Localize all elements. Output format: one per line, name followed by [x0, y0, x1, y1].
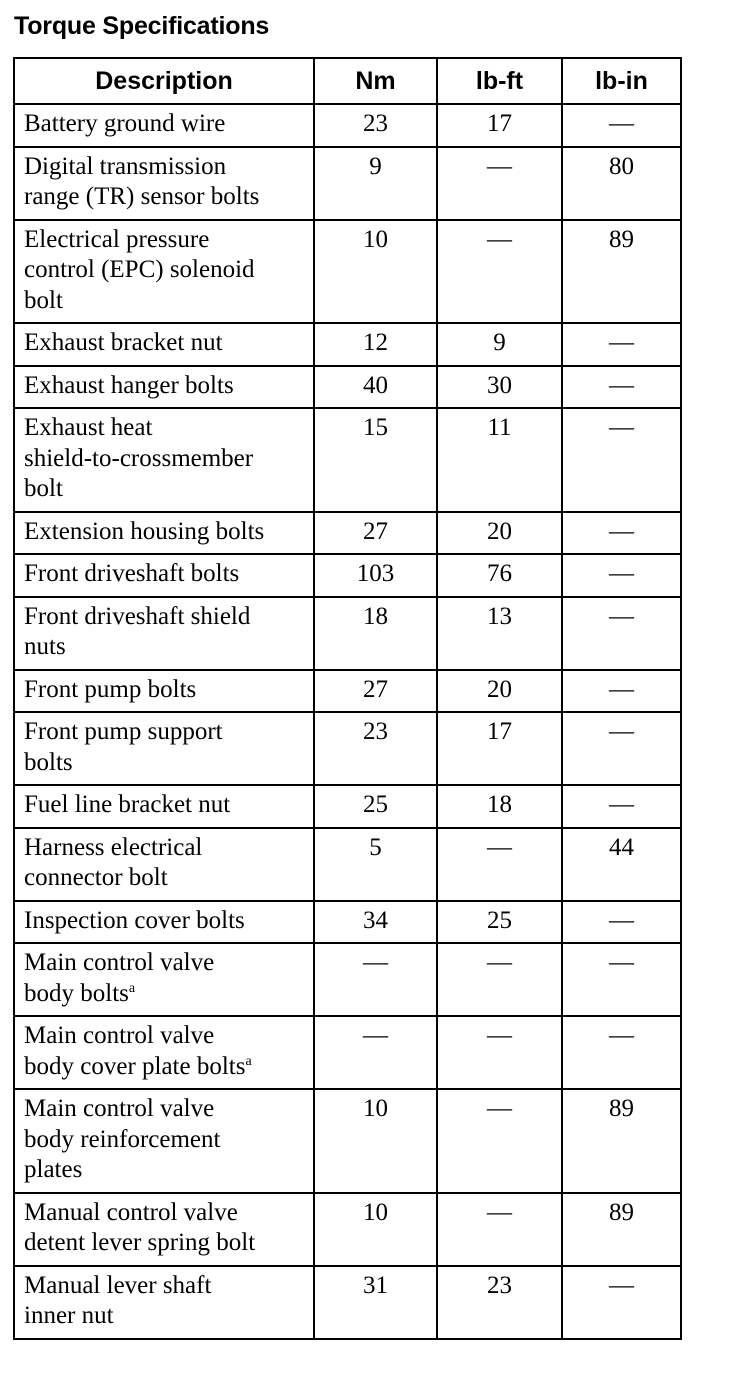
description-cell: [14, 147, 314, 220]
nm-cell: 18: [314, 597, 437, 670]
lb-ft-cell: 20: [437, 512, 562, 555]
description-cell: [14, 104, 314, 147]
lb-in-cell: —: [562, 408, 681, 512]
column-header-description: Description: [14, 58, 314, 104]
nm-cell: 27: [314, 512, 437, 555]
nm-cell: 25: [314, 785, 437, 828]
table-row: [14, 943, 681, 1016]
description-line: Extension housing bolts: [24, 517, 265, 545]
lb-ft-cell: 20: [437, 670, 562, 713]
nm-cell: 12: [314, 323, 437, 366]
description-line: shield-to-crossmember: [24, 444, 254, 472]
lb-ft-cell: —: [437, 220, 562, 324]
table-body: [14, 104, 681, 1339]
description-cell: [14, 408, 314, 512]
table-row: [14, 1266, 681, 1339]
lb-in-cell: —: [562, 1016, 681, 1089]
lb-in-cell: —: [562, 901, 681, 944]
description-cell: [14, 828, 314, 901]
table-row: [14, 512, 681, 555]
lb-in-cell: —: [562, 554, 681, 597]
lb-ft-cell: —: [437, 1193, 562, 1266]
lb-in-cell: 44: [562, 828, 681, 901]
description-cell: [14, 220, 314, 324]
table-row: [14, 1016, 681, 1089]
table-row: [14, 220, 681, 324]
nm-cell: 31: [314, 1266, 437, 1339]
lb-ft-cell: —: [437, 943, 562, 1016]
lb-ft-cell: 13: [437, 597, 562, 670]
nm-cell: 23: [314, 104, 437, 147]
nm-cell: 23: [314, 712, 437, 785]
description-line: Exhaust hanger bolts: [24, 371, 234, 399]
table-row: [14, 554, 681, 597]
table-row: [14, 597, 681, 670]
description-line: bolt: [24, 475, 63, 502]
description-cell: [14, 512, 314, 555]
description-line: Exhaust heat: [24, 414, 153, 441]
description-line: Battery ground wire: [24, 110, 226, 137]
lb-in-cell: —: [562, 785, 681, 828]
nm-cell: 34: [314, 901, 437, 944]
table-row: [14, 1089, 681, 1193]
lb-in-cell: —: [562, 670, 681, 713]
lb-ft-cell: 17: [437, 712, 562, 785]
description-line: Inspection cover bolts: [24, 906, 245, 934]
table-row: [14, 901, 681, 944]
description-line: bolt: [24, 286, 63, 314]
nm-cell: 40: [314, 366, 437, 409]
lb-in-cell: —: [562, 512, 681, 555]
description-line: body cover plate bolts: [24, 1052, 246, 1080]
table-header-row: [14, 58, 681, 104]
description-line: plates: [24, 1156, 83, 1183]
nm-cell: 10: [314, 1089, 437, 1193]
table-row: [14, 323, 681, 366]
table-row: [14, 670, 681, 713]
lb-ft-cell: 11: [437, 408, 562, 512]
lb-ft-cell: 23: [437, 1266, 562, 1339]
table-row: [14, 828, 681, 901]
nm-cell: 9: [314, 147, 437, 220]
nm-cell: 15: [314, 408, 437, 512]
description-line: Front pump support: [24, 718, 223, 745]
lb-in-cell: 89: [562, 1193, 681, 1266]
description-cell: [14, 597, 314, 670]
lb-in-cell: 80: [562, 147, 681, 220]
description-cell: [14, 1266, 314, 1339]
table-row: [14, 1193, 681, 1266]
lb-ft-cell: —: [437, 1089, 562, 1193]
nm-cell: 10: [314, 1193, 437, 1266]
lb-ft-cell: —: [437, 828, 562, 901]
description-cell: [14, 901, 314, 944]
description-line: Exhaust bracket nut: [24, 329, 223, 356]
description-cell: [14, 712, 314, 785]
column-header-nm: Nm: [314, 58, 437, 104]
description-line: range (TR) sensor bolts: [24, 183, 260, 210]
lb-ft-cell: —: [437, 147, 562, 220]
lb-in-cell: 89: [562, 1089, 681, 1193]
lb-ft-cell: 9: [437, 323, 562, 366]
nm-cell: —: [314, 1016, 437, 1089]
lb-ft-cell: 18: [437, 785, 562, 828]
page-title: Torque Specifications: [14, 12, 270, 40]
table-row: [14, 366, 681, 409]
torque-spec-table: [13, 57, 682, 1340]
description-cell: [14, 554, 314, 597]
footnote-marker: a: [128, 980, 136, 996]
description-line: Manual control valve: [24, 1198, 238, 1226]
lb-ft-cell: 76: [437, 554, 562, 597]
table-row: [14, 147, 681, 220]
description-cell: [14, 1016, 314, 1089]
lb-in-cell: 89: [562, 220, 681, 324]
column-header-lb-ft: lb-ft: [437, 58, 562, 104]
nm-cell: —: [314, 943, 437, 1016]
nm-cell: 10: [314, 220, 437, 324]
lb-in-cell: —: [562, 323, 681, 366]
lb-in-cell: —: [562, 943, 681, 1016]
description-cell: [14, 670, 314, 713]
description-line: detent lever spring bolt: [24, 1229, 256, 1256]
lb-in-cell: —: [562, 597, 681, 670]
description-line: Front driveshaft shield: [24, 602, 251, 630]
lb-in-cell: —: [562, 712, 681, 785]
lb-ft-cell: 30: [437, 366, 562, 409]
description-line: Main control valve: [24, 949, 215, 976]
description-line: connector bolt: [24, 864, 168, 891]
description-line: Main control valve: [24, 1095, 215, 1122]
table-row: [14, 785, 681, 828]
description-line: bolts: [24, 748, 73, 776]
description-line: Digital transmission: [24, 152, 227, 180]
lb-ft-cell: 17: [437, 104, 562, 147]
description-cell: [14, 1089, 314, 1193]
description-line: Front pump bolts: [24, 675, 197, 703]
table-row: [14, 104, 681, 147]
description-line: nuts: [24, 633, 66, 660]
table-row: [14, 712, 681, 785]
lb-in-cell: —: [562, 366, 681, 409]
description-cell: [14, 943, 314, 1016]
column-header-lb-in: lb-in: [562, 58, 681, 104]
description-cell: [14, 366, 314, 409]
description-line: Fuel line bracket nut: [24, 791, 231, 818]
description-line: Electrical pressure: [24, 225, 210, 253]
lb-in-cell: —: [562, 1266, 681, 1339]
description-line: body bolts: [24, 979, 129, 1007]
nm-cell: 5: [314, 828, 437, 901]
description-line: body reinforcement: [24, 1125, 221, 1153]
description-line: inner nut: [24, 1302, 114, 1329]
footnote-marker: a: [245, 1053, 252, 1069]
description-cell: [14, 785, 314, 828]
description-cell: [14, 1193, 314, 1266]
lb-in-cell: —: [562, 104, 681, 147]
lb-ft-cell: —: [437, 1016, 562, 1089]
description-line: Harness electrical: [24, 833, 203, 861]
description-line: control (EPC) solenoid: [24, 256, 255, 283]
lb-ft-cell: 25: [437, 901, 562, 944]
nm-cell: 103: [314, 554, 437, 597]
table-row: [14, 408, 681, 512]
description-line: Front driveshaft bolts: [24, 560, 240, 587]
description-line: Main control valve: [24, 1022, 215, 1049]
description-cell: [14, 323, 314, 366]
nm-cell: 27: [314, 670, 437, 713]
description-line: Manual lever shaft: [24, 1271, 212, 1299]
